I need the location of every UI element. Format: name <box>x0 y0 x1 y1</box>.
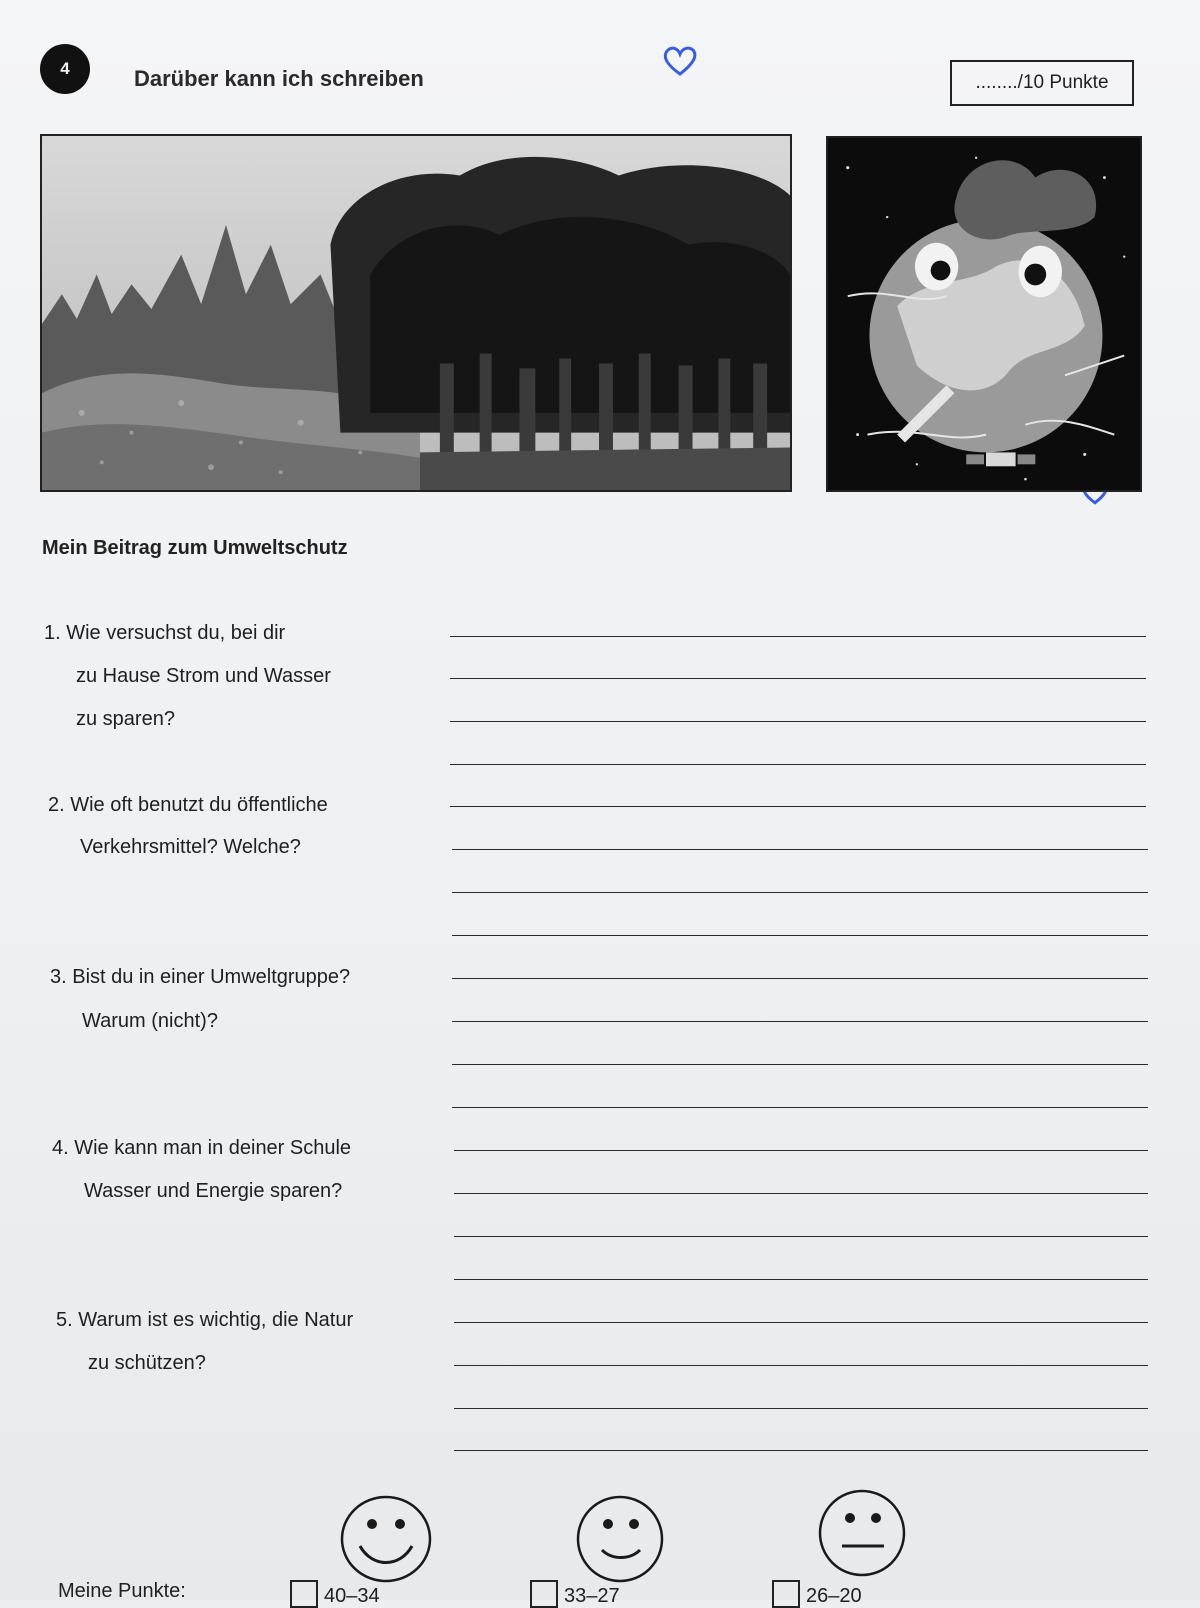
answer-line[interactable] <box>454 1365 1148 1366</box>
answer-line[interactable] <box>450 678 1146 679</box>
forest-illustration <box>40 134 792 492</box>
section-title: Darüber kann ich schreiben <box>134 66 424 91</box>
subheading: Mein Beitrag zum Umweltschutz <box>42 537 348 559</box>
score-range: 26–20 <box>806 1585 862 1607</box>
answer-line[interactable] <box>452 1021 1148 1022</box>
points-box: ......../10 Punkte <box>950 60 1134 106</box>
answer-line[interactable] <box>454 1150 1148 1151</box>
answer-line[interactable] <box>450 721 1146 722</box>
question-2-line-1: 2. Wie oft benutzt du öffentliche <box>48 794 328 816</box>
smiling-face-icon <box>572 1494 668 1584</box>
score-option[interactable] <box>290 1580 380 1608</box>
answer-line[interactable] <box>452 1107 1148 1108</box>
answer-line[interactable] <box>452 1064 1148 1065</box>
checkbox[interactable] <box>530 1580 558 1608</box>
answer-line[interactable] <box>454 1408 1148 1409</box>
question-3-line-2: Warum (nicht)? <box>82 1010 218 1032</box>
answer-line[interactable] <box>452 978 1148 979</box>
answer-line[interactable] <box>454 1279 1148 1280</box>
checkbox[interactable] <box>772 1580 800 1608</box>
question-3-line-1: 3. Bist du in einer Umweltgruppe? <box>50 966 351 988</box>
answer-line[interactable] <box>454 1450 1148 1451</box>
answer-line[interactable] <box>450 806 1146 807</box>
question-1-line-1: 1. Wie versuchst du, bei dir <box>44 622 286 644</box>
blue-ink-heart-icon <box>660 44 700 78</box>
happy-face-icon <box>338 1494 434 1584</box>
score-range: 33–27 <box>564 1585 620 1607</box>
question-5-line-1: 5. Warum ist es wichtig, die Natur <box>56 1309 354 1331</box>
answer-line[interactable] <box>450 764 1146 765</box>
question-2-line-2: Verkehrsmittel? Welche? <box>80 836 301 858</box>
score-range: 40–34 <box>324 1585 380 1607</box>
question-5-line-2: zu schützen? <box>88 1352 206 1374</box>
question-4-line-2: Wasser und Energie sparen? <box>84 1180 343 1202</box>
answer-line[interactable] <box>454 1193 1148 1194</box>
answer-line[interactable] <box>454 1322 1148 1323</box>
question-1-line-3: zu sparen? <box>76 708 175 730</box>
answer-line[interactable] <box>450 636 1146 637</box>
answer-line[interactable] <box>454 1236 1148 1237</box>
question-4-line-1: 4. Wie kann man in deiner Schule <box>52 1137 352 1159</box>
answer-line[interactable] <box>452 849 1148 850</box>
neutral-face-icon <box>814 1488 910 1578</box>
exercise-number-badge: 4 <box>40 44 90 94</box>
answer-line[interactable] <box>452 935 1148 936</box>
question-1-line-2: zu Hause Strom und Wasser <box>76 665 331 687</box>
score-option[interactable] <box>530 1580 620 1608</box>
footer-label-text: Meine Punkte: <box>58 1580 186 1602</box>
score-option[interactable] <box>772 1580 862 1608</box>
answer-line[interactable] <box>452 892 1148 893</box>
polluted-earth-illustration <box>826 136 1142 492</box>
checkbox[interactable] <box>290 1580 318 1608</box>
